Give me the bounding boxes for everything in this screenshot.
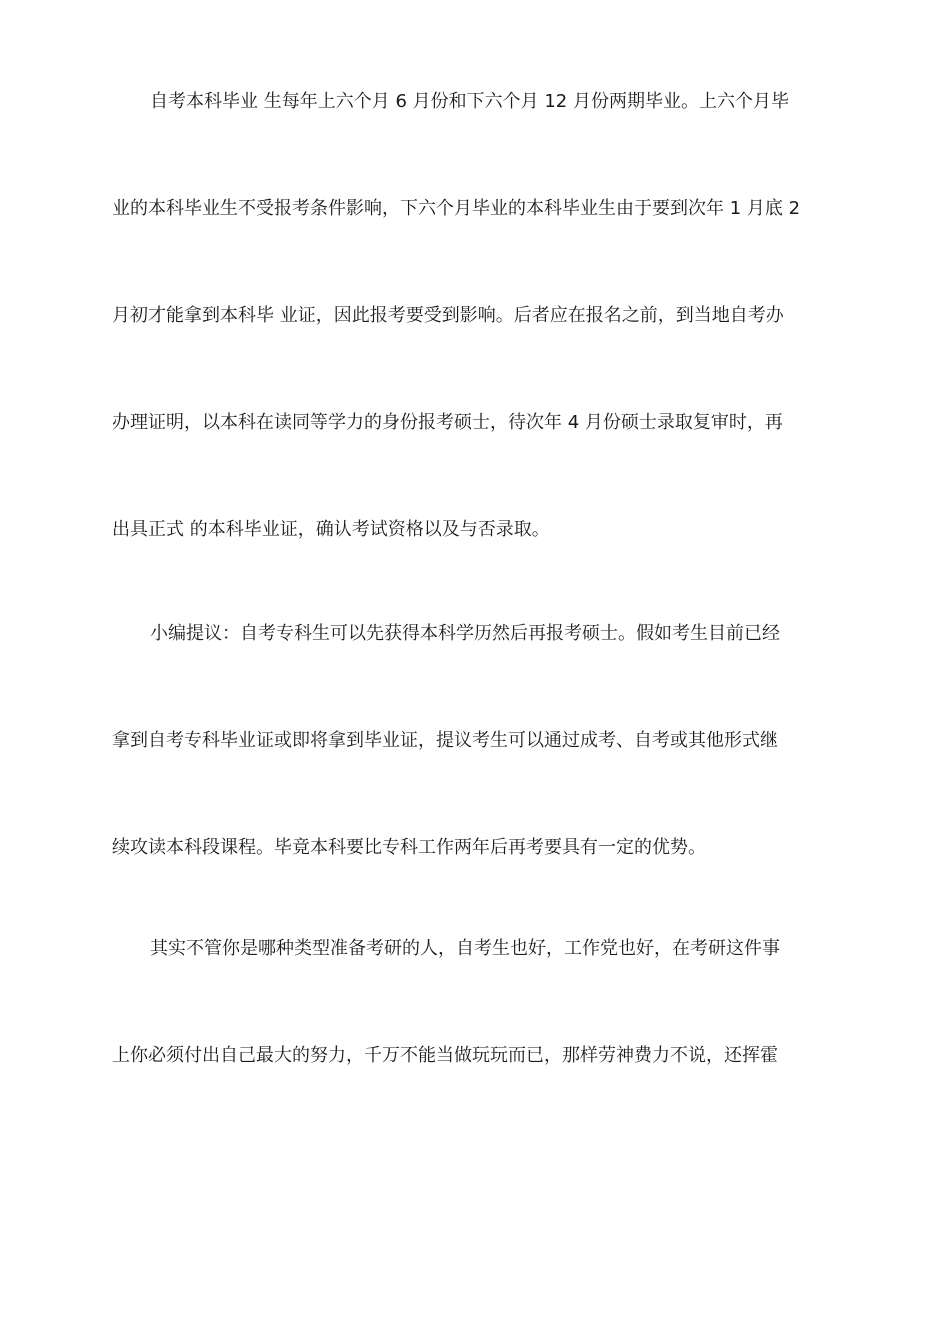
paragraph-1-line-4: 办理证明，以本科在读同等学力的身份报考硕士，待次年 4 月份硕士录取复审时，再 [112,412,783,433]
paragraph-3-line-1: 其实不管你是哪种类型准备考研的人，自考生也好，工作党也好，在考研这件事 [150,938,780,959]
paragraph-1-line-5: 出具正式 的本科毕业证，确认考试资格以及与否录取。 [112,519,550,540]
paragraph-1-line-2: 业的本科毕业生不受报考条件影响，下六个月毕业的本科毕业生由于要到次年 1 月底 2 [112,198,801,219]
paragraph-2-line-2: 拿到自考专科毕业证或即将拿到毕业证，提议考生可以通过成考、自考或其他形式继 [112,730,778,751]
paragraph-2-line-1: 小编提议：自考专科生可以先获得本科学历然后再报考硕士。假如考生目前已经 [150,623,780,644]
paragraph-3-line-2: 上你必须付出自己最大的努力，千万不能当做玩玩而已，那样劳神费力不说，还挥霍 [112,1045,778,1066]
paragraph-1-line-1: 自考本科毕业 生每年上六个月 6 月份和下六个月 12 月份两期毕业。上六个月毕 [150,91,789,112]
paragraph-2-line-3: 续攻读本科段课程。毕竟本科要比专科工作两年后再考要具有一定的优势。 [112,837,706,858]
paragraph-1-line-3: 月初才能拿到本科毕 业证，因此报考要受到影响。后者应在报名之前，到当地自考办 [112,305,784,326]
